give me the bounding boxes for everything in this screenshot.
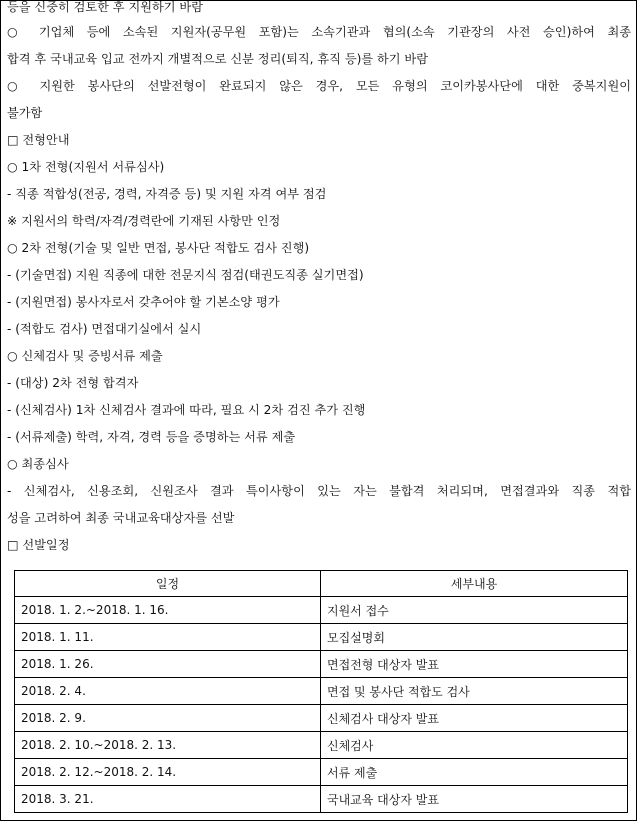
text-line: 성을 고려하여 최종 국내교육대상자를 선발 bbox=[7, 511, 235, 525]
table-row bbox=[15, 732, 628, 759]
schedule-date-cell: 2018. 2. 4. bbox=[15, 678, 321, 705]
text-line: - (신체검사) 1차 신체검사 결과에 따라, 필요 시 2차 검진 추가 진행 bbox=[7, 403, 366, 417]
text-line: ○ 최종심사 bbox=[7, 457, 69, 471]
table-header-row bbox=[15, 571, 628, 597]
schedule-date-cell: 2018. 1. 2.~2018. 1. 16. bbox=[15, 597, 321, 624]
text-line: ○ 기업체 등에 소속된 지원자(공무원 포함)는 소속기관과 협의(소속 기관장의 사전 승인)하여 최종 bbox=[7, 25, 631, 39]
table-row bbox=[15, 786, 628, 813]
table-row bbox=[15, 705, 628, 732]
schedule-detail-cell: 면접전형 대상자 발표 bbox=[321, 651, 628, 678]
schedule-date-cell: 2018. 3. 21. bbox=[15, 786, 321, 813]
schedule-detail-cell: 서류 제출 bbox=[321, 759, 628, 786]
text-line: 등을 신중히 검토한 후 지원하기 바람 bbox=[7, 0, 203, 14]
text-line: □ 전형안내 bbox=[7, 133, 70, 147]
text-line: ○ 1차 전형(지원서 서류심사) bbox=[7, 160, 165, 174]
table-row bbox=[15, 759, 628, 786]
text-line: 불가함 bbox=[7, 106, 43, 120]
text-line: - 신체검사, 신용조회, 신원조사 결과 특이사항이 있는 자는 불합격 처리되며, 면접결과와 직종 적합 bbox=[7, 484, 631, 498]
column-header-details: 세부내용 bbox=[321, 571, 628, 597]
column-header-date: 일정 bbox=[15, 571, 321, 597]
text-line: 합격 후 국내교육 입교 전까지 개별적으로 신분 정리(퇴직, 휴직 등)를 하기 바람 bbox=[7, 52, 428, 66]
schedule-date-cell: 2018. 2. 10.~2018. 2. 13. bbox=[15, 732, 321, 759]
text-line: - 직종 적합성(전공, 경력, 자격증 등) 및 지원 자격 여부 점검 bbox=[7, 187, 327, 201]
text-line: - (서류제출) 학력, 자격, 경력 등을 증명하는 서류 제출 bbox=[7, 430, 296, 444]
document-body bbox=[7, 1, 631, 559]
table-row bbox=[15, 597, 628, 624]
text-line: ○ 2차 전형(기술 및 일반 면접, 봉사단 적합도 검사 진행) bbox=[7, 241, 310, 255]
schedule-detail-cell: 국내교육 대상자 발표 bbox=[321, 786, 628, 813]
schedule-date-cell: 2018. 2. 12.~2018. 2. 14. bbox=[15, 759, 321, 786]
schedule-detail-cell: 지원서 접수 bbox=[321, 597, 628, 624]
schedule-detail-cell: 신체검사 bbox=[321, 732, 628, 759]
schedule-date-cell: 2018. 2. 9. bbox=[15, 705, 321, 732]
text-line: - (적합도 검사) 면접대기실에서 실시 bbox=[7, 322, 202, 336]
text-line: - (지원면접) 봉사자로서 갖추어야 할 기본소양 평가 bbox=[7, 295, 280, 309]
table-row bbox=[15, 624, 628, 651]
schedule-table bbox=[14, 570, 628, 813]
table-row bbox=[15, 651, 628, 678]
text-line: ※ 지원서의 학력/자격/경력란에 기재된 사항만 인정 bbox=[7, 214, 281, 228]
text-line: ○ 지원한 봉사단의 선발전형이 완료되지 않은 경우, 모든 유형의 코이카봉사단에 대한 중복지원이 bbox=[7, 79, 631, 93]
schedule-date-cell: 2018. 1. 26. bbox=[15, 651, 321, 678]
schedule-detail-cell: 면접 및 봉사단 적합도 검사 bbox=[321, 678, 628, 705]
text-line: - (기술면접) 지원 직종에 대한 전문지식 점검(태권도직종 실기면접) bbox=[7, 268, 364, 282]
text-line: □ 선발일정 bbox=[7, 538, 70, 552]
schedule-detail-cell: 신체검사 대상자 발표 bbox=[321, 705, 628, 732]
text-line: ○ 신체검사 및 증빙서류 제출 bbox=[7, 349, 163, 363]
text-line: - (대상) 2차 전형 합격자 bbox=[7, 376, 139, 390]
schedule-date-cell: 2018. 1. 11. bbox=[15, 624, 321, 651]
schedule-detail-cell: 모집설명회 bbox=[321, 624, 628, 651]
table-row bbox=[15, 678, 628, 705]
